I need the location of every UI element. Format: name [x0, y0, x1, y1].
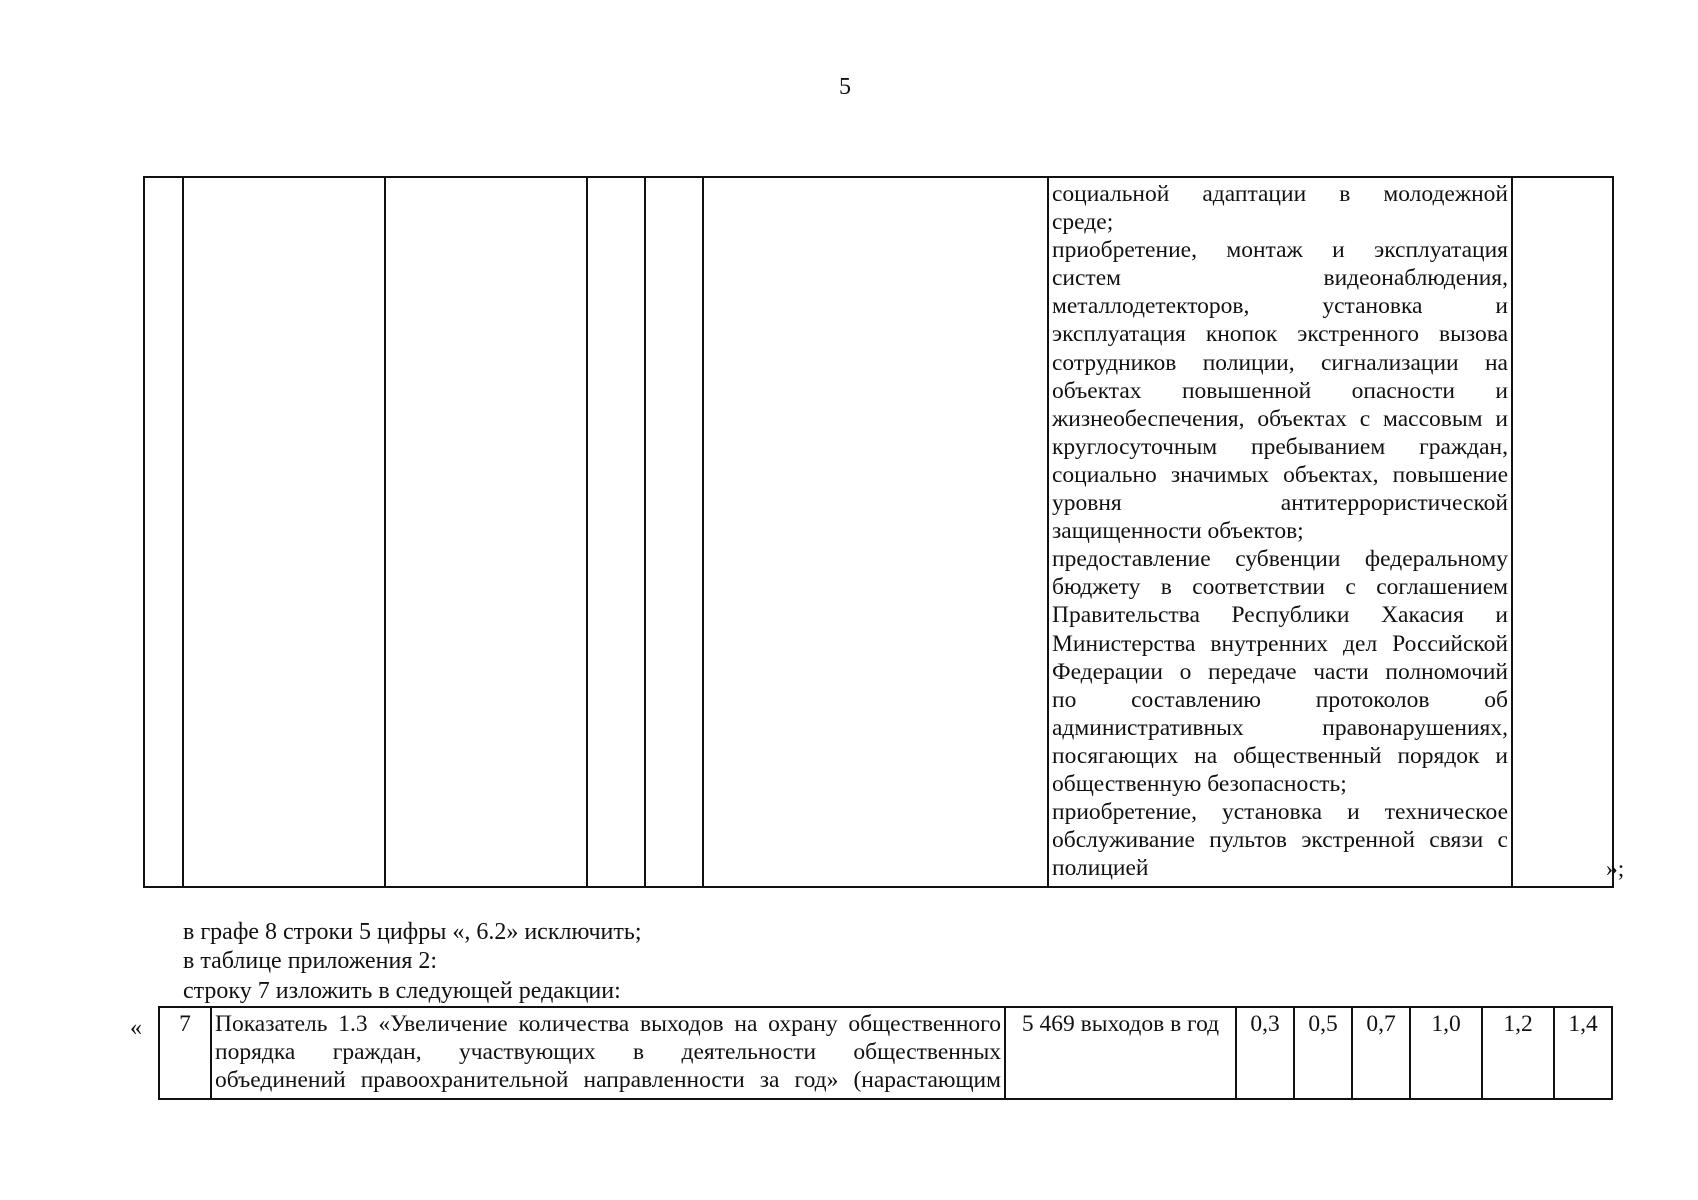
measures-description-cell	[1048, 177, 1512, 887]
opening-quote-mark: «	[130, 1015, 142, 1041]
closing-quote-mark: »;	[1606, 856, 1625, 882]
description-line: эксплуатация кнопок экстренного вызова	[1052, 321, 1508, 348]
description-line: Правительства Республики Хакасия и	[1052, 602, 1508, 629]
description-line: объектах повышенной опасности и	[1052, 377, 1508, 404]
description-line: круглосуточным пребыванием граждан,	[1052, 433, 1508, 460]
table-cell-1	[144, 177, 183, 887]
program-measures-table	[143, 176, 1614, 888]
value-cell: 0,5	[1294, 1007, 1352, 1099]
table-cell-4	[587, 177, 645, 887]
description-line: посягающих на общественный порядок и	[1052, 742, 1508, 769]
table-cell-8	[1512, 177, 1613, 887]
description-line: приобретение, монтаж и эксплуатация	[1052, 237, 1508, 264]
value-cell: 1,0	[1410, 1007, 1482, 1099]
table-row	[144, 177, 1613, 887]
description-line: защищенности объектов;	[1052, 518, 1304, 545]
description-line: систем видеонаблюдения,	[1052, 265, 1508, 292]
description-line: административных правонарушениях,	[1052, 714, 1508, 741]
description-line: бюджету в соответствии с соглашением	[1052, 574, 1508, 601]
indicators-table	[158, 1006, 1613, 1100]
description-line: Федерации о передаче части полномочий	[1052, 658, 1508, 685]
description-line: приобретение, установка и техническое	[1052, 799, 1508, 826]
description-line: уровня антитеррористической	[1052, 490, 1508, 517]
indicator-line: Показатель 1.3 «Увеличение количества выходов на охрану общественного	[215, 1011, 1001, 1037]
description-line: общественную безопасность;	[1052, 770, 1347, 797]
description-line: среде;	[1052, 209, 1114, 236]
value-cell: 0,3	[1236, 1007, 1294, 1099]
description-line: по составлению протоколов об	[1052, 686, 1508, 713]
value-cell: 0,7	[1352, 1007, 1410, 1099]
amendment-paragraph: строку 7 изложить в следующей редакции:	[183, 978, 621, 1004]
description-line: жизнеобеспечения, объектах с массовым и	[1052, 405, 1508, 432]
description-line: обслуживание пультов экстренной связи с	[1052, 827, 1508, 854]
value-cell: 1,4	[1554, 1007, 1612, 1099]
description-line: Министерства внутренних дел Российской	[1052, 630, 1508, 657]
amendment-paragraph: в графе 8 строки 5 цифры «, 6.2» исключить;	[183, 919, 642, 945]
row-number-cell: 7	[159, 1007, 211, 1099]
description-line: социальной адаптации в молодежной	[1052, 181, 1508, 207]
page-number: 5	[839, 74, 851, 100]
table-cell-5	[645, 177, 703, 887]
amendment-paragraph: в таблице приложения 2:	[183, 948, 438, 974]
description-line: металлодетекторов, установка и	[1052, 293, 1508, 320]
indicator-line: объединений правоохранительной направленности за год» (нарастающим	[215, 1067, 1001, 1093]
table-row	[159, 1007, 1612, 1099]
indicator-line: порядка граждан, участвующих в деятельности общественных	[215, 1039, 1001, 1065]
indicator-name-cell	[211, 1007, 1005, 1099]
base-value-cell: 5 469 выходов в год	[1005, 1007, 1236, 1099]
table-cell-6	[703, 177, 1048, 887]
description-line: социально значимых объектах, повышение	[1052, 461, 1508, 488]
description-line: полицией	[1052, 855, 1149, 882]
value-cell: 1,2	[1482, 1007, 1554, 1099]
description-line: предоставление субвенции федеральному	[1052, 546, 1508, 573]
table-cell-3	[385, 177, 587, 887]
description-line: сотрудников полиции, сигнализации на	[1052, 349, 1508, 376]
table-cell-2	[183, 177, 385, 887]
